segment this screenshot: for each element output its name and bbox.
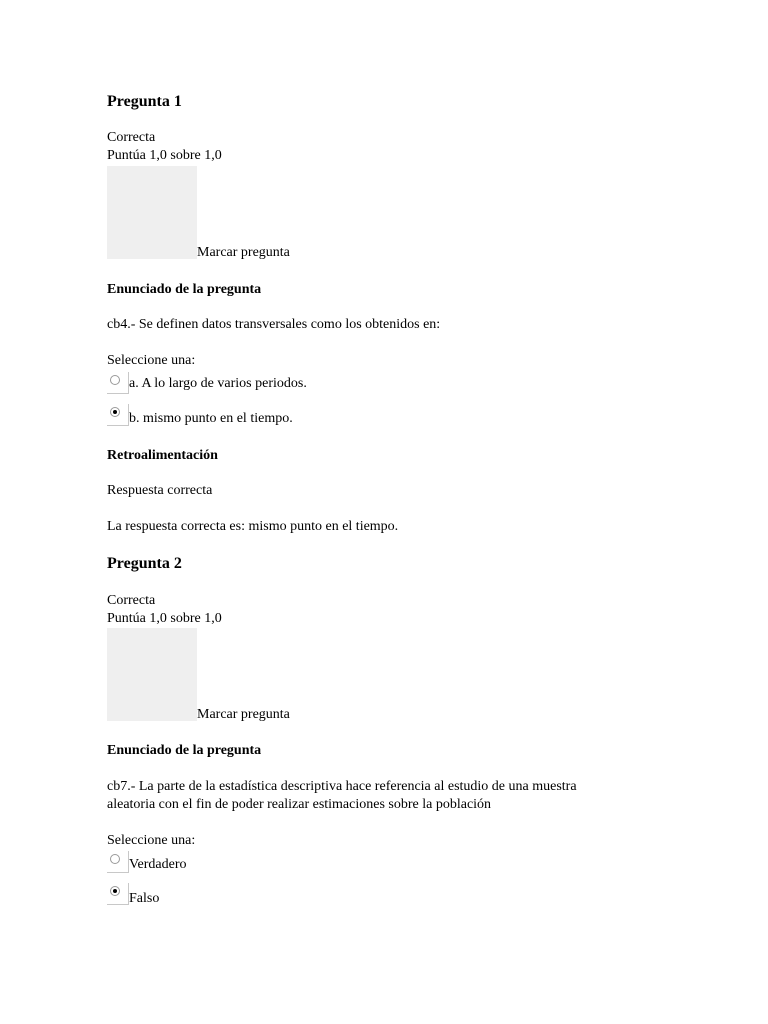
question-2-statement-heading: Enunciado de la pregunta: [107, 743, 262, 758]
radio-underline: [107, 425, 129, 426]
question-1-feedback-result: Respuesta correcta: [107, 483, 213, 498]
question-1-flag-link[interactable]: Marcar pregunta: [197, 245, 290, 260]
question-2-statement-line-2: aleatoria con el fin de poder realizar estimaciones sobre la población: [107, 797, 492, 812]
question-2-statement-line-1: cb7.- La parte de la estadística descriptiva hace referencia al estudio de una muestra: [107, 779, 577, 794]
question-1-option-b-radio[interactable]: [107, 404, 129, 426]
question-1-statement-heading: Enunciado de la pregunta: [107, 282, 262, 297]
question-1-flag-icon[interactable]: [107, 166, 197, 259]
question-1-score: Puntúa 1,0 sobre 1,0: [107, 148, 222, 163]
question-2-score: Puntúa 1,0 sobre 1,0: [107, 611, 222, 626]
question-2-flag-link[interactable]: Marcar pregunta: [197, 707, 290, 722]
question-2-option-false-radio[interactable]: [107, 883, 129, 905]
question-2-option-false-label[interactable]: Falso: [129, 891, 160, 906]
question-1-option-a-label[interactable]: a. A lo largo de varios periodos.: [129, 376, 307, 391]
radio-checked-icon: [110, 886, 120, 896]
radio-underline: [107, 904, 129, 905]
question-2-title: Pregunta 2: [107, 555, 182, 572]
question-1-option-a-radio[interactable]: [107, 372, 129, 394]
question-1-status: Correcta: [107, 130, 156, 145]
question-1-option-b-label[interactable]: b. mismo punto en el tiempo.: [129, 411, 293, 426]
radio-underline: [107, 872, 129, 873]
radio-checked-icon: [110, 407, 120, 417]
question-2-status: Correcta: [107, 593, 156, 608]
question-1-title: Pregunta 1: [107, 93, 182, 110]
radio-unchecked-icon: [110, 375, 120, 385]
question-2-flag-icon[interactable]: [107, 628, 197, 721]
question-1-feedback-answer: La respuesta correcta es: mismo punto en el tiempo.: [107, 519, 399, 534]
question-2-option-true-radio[interactable]: [107, 851, 129, 873]
question-1-select-label: Seleccione una:: [107, 353, 196, 368]
radio-unchecked-icon: [110, 854, 120, 864]
question-2-select-label: Seleccione una:: [107, 833, 196, 848]
radio-underline: [107, 393, 129, 394]
question-2-option-true-label[interactable]: Verdadero: [129, 857, 187, 872]
question-1-feedback-heading: Retroalimentación: [107, 448, 218, 463]
question-1-statement: cb4.- Se definen datos transversales como los obtenidos en:: [107, 317, 441, 332]
